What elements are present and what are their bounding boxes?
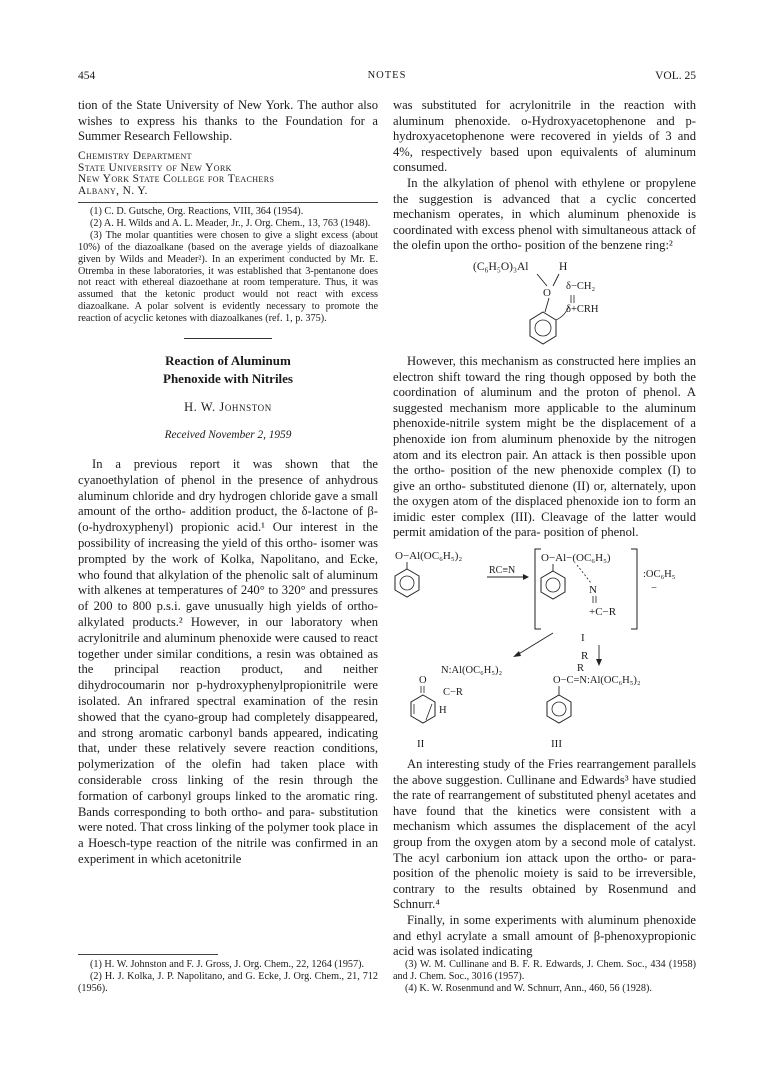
right-paragraph-3: However, this mechanism as constructed here implies an electron shift toward the ring though opposed by both the coordination of aluminum and the proton of phenol. A suggested mechanism more applicable to the aluminum phenoxide-nitrile system might be the displacement of a phenoxide ion from aluminum phenoxide by the nitrogen atom and its electron pair. An attack is then possible upon the ortho- position of the new phenoxide complex (I) to give an ortho- substituted dienone (II) or, alternately, upon the oxygen atom of the displaced phenoxide ion to form an imidic ester complex (III). Cleavage of the latter would permit amidation of the para- position of phenol. [393,353,696,540]
bottom-footnote-rule-left [78,954,218,955]
bottom-footnote-2: (2) H. J. Kolka, J. P. Napolitano, and G. Ecke, J. Org. Chem., 21, 712 (1956). [78,970,378,994]
address-line-2: State University of New York [78,161,232,174]
right-bottom-footnotes [393,954,696,995]
article-author: H. W. Johnston [184,400,272,415]
volume-label: VOL. 25 [655,70,696,82]
scheme2-label-II: II [417,738,425,751]
scheme2-bracket-top: O−Al−(OC₆H₅) [541,552,611,565]
article-title-line-2: Phenoxide with Nitriles [163,371,293,387]
scheme2-phenoxide: :OC₆H₅ [643,569,676,581]
bottom-footnote-1: (1) H. W. Johnston and F. J. Gross, J. Org. Chem., 22, 1264 (1957). [90,959,365,970]
received-date: Received November 2, 1959 [164,429,292,442]
scheme2-ring-I [541,571,565,599]
mechanism-diagram-2-products [393,663,696,757]
running-head: NOTES [367,70,407,81]
scheme2-ii-h: H [439,705,447,717]
footnote-2: (2) A. H. Wilds and A. L. Meader, Jr., J. Org. Chem., 13, 763 (1948). [90,217,371,229]
scheme2-reagent: RC≡N [489,565,516,577]
scheme2-ring-start [395,569,419,597]
article-body: In a previous report it was shown that the cyanoethylation of phenol in the presence of anhydrous aluminum chloride and dry hydrogen chloride gave a small amount of the ortho- addition product, the δ-lactone of β-(o-hydroxyphenyl) propionic acid.¹ Our interest in the possibility of increasing the yield of this ortho- isomer was prompted by the work of Kolka, Napolitano, and Ecke, who found that alkylation of the phenolic salt of aluminum with alkenes at temperatures of 240° to 320° and pressures of 200 to 800 p.s.i. gave unusually high yields of ortho- alkylated products.² However, in our laboratory when acrylonitrile and aluminum phenoxide were caused to react together under similar conditions, a resin was obtained as the principal reaction product, and neither dihydrocoumarin nor p-hydroxyphenylpropionitrile were isolated. An infrared spectral examination of the resin showed that the cyano-group had completely disappeared, and strong aromatic carbonyl bands appeared, indicating that, under these relatively severe reaction conditions, polymerization of the olefin had taken place with considerable cross linking of the resin through the formation of carbonyl groups linked to the aromatic ring. Bands corresponding to both ortho- and para- substitution were noted. That cross linking of the polymer took place in a Hoesch-type reaction of the nitrile was confirmed in an experiment in which acetonitrile [78,457,378,866]
page-number: 454 [78,70,96,82]
right-paragraph-4: An interesting study of the Fries rearrangement parallels the above suggestion. Cullinane and Edwards³ have studied the rate of rearrangement of substituted phenyl acetates and have found that the kinetics were consistent with a mechanism which assumes the displacement of the acyl group from the oxygen atom by a second mole of catalyst. The acyl carbonium ion attack upon the ortho- or para- position of the phenolic moiety is said to be irreversible, contrary to the results obtained by Rosenmund and Schnurr.⁴ [393,757,696,912]
scheme2-minus: − [651,583,657,595]
scheme2-ii-cr: C−R [443,687,463,699]
scheme1-o: O [543,286,551,299]
footnote-1: (1) C. D. Gutsche, Org. Reactions, VIII, 364 (1954). [90,205,304,217]
scheme1-reagent: (C₆H₅O)₃Al [473,260,529,273]
scheme1-delta-plus: δ+CRH [566,303,599,315]
scheme2-label-I: I [581,632,585,645]
scheme2-iii-top: O−C=N:Al(OC₆H₅)₂ [553,675,641,687]
article-title-line-1: Reaction of Aluminum [165,353,291,369]
left-column [78,98,378,868]
mechanism-diagram-2 [393,547,696,677]
right-paragraph-1: was substituted for acrylonitrile in the reaction with aluminum phenoxide. o-Hydroxyacetophenone and p-hydroxyacetophenone were recovered in yields of 3 and 4%, respectively based upon equivalents of aluminum consumed. [393,98,696,175]
scheme2-r: R [581,650,589,663]
left-bottom-footnotes [78,954,378,995]
mechanism-diagram-1 [393,256,696,348]
footnote-rule [78,202,378,203]
scheme2-iii-r: R [577,663,585,675]
bottom-footnote-3: (3) W. M. Cullinane and B. F. R. Edwards, J. Chem. Soc., 434 (1958) and J. Chem. Soc., 3016 (1957). [393,959,696,982]
scheme2-ring-III [547,695,571,723]
right-paragraph-5: Finally, in some experiments with aluminum phenoxide and ethyl acrylate a small amount of β-phenoxypropionic acid was isolated indicating [393,913,696,959]
scheme2-label-III: III [551,738,562,751]
scheme2-n: N [589,584,597,597]
address-line-4: Albany, N. Y. [78,185,148,198]
scheme2-ii-o: O [419,675,427,687]
right-paragraph-2: In the alkylation of phenol with ethylene or propylene the suggestion is advanced that a cyclic concerted mechanism operates, in which aluminum phenoxide is coordinated with excess phenol with simultaneous attack of the olefin upon the ortho- position of the benzene ring:² [393,175,696,253]
right-column [393,98,696,960]
bottom-footnote-4: (4) K. W. Rosenmund and W. Schnurr, Ann., 460, 56 (1928). [405,982,652,994]
scheme2-cr: +C−R [589,606,617,619]
intro-text: tion of the State University of New York. The author also wishes to express his thanks to the Foundation for a Summer Research Fellowship. [78,98,378,144]
article-separator [184,338,272,339]
scheme2-ii-top: N:Al(OC₆H₅)₂ [441,665,503,677]
scheme2-ring-II [411,695,435,723]
scheme2-start: O−Al(OC₆H₅)₂ [395,550,463,563]
address-line-1: Chemistry Department [78,149,192,162]
address-line-3: New York State College for Teachers [78,173,275,186]
scheme1-delta-minus: δ−CH₂ [566,280,596,292]
scheme1-h: H [559,260,568,273]
footnote-3: (3) The molar quantities were chosen to give a slight excess (about 10%) of the diazoalkane (based on the average yields of diazoalkane given by Wilds and Meader²). In an experiment conducted by Mr. E. Otremba in these laboratories, it was established that 3-pentanone does not react with ethereal diazoethane at room temperature. Thus, it was assumed that the ketonic product would not react with excess diazoalkane. A polar solvent is evidently necessary to promote the reaction of acyclic ketones with diazoalkanes (ref. 1, p. 375). [78,229,378,325]
page-header [78,70,696,86]
